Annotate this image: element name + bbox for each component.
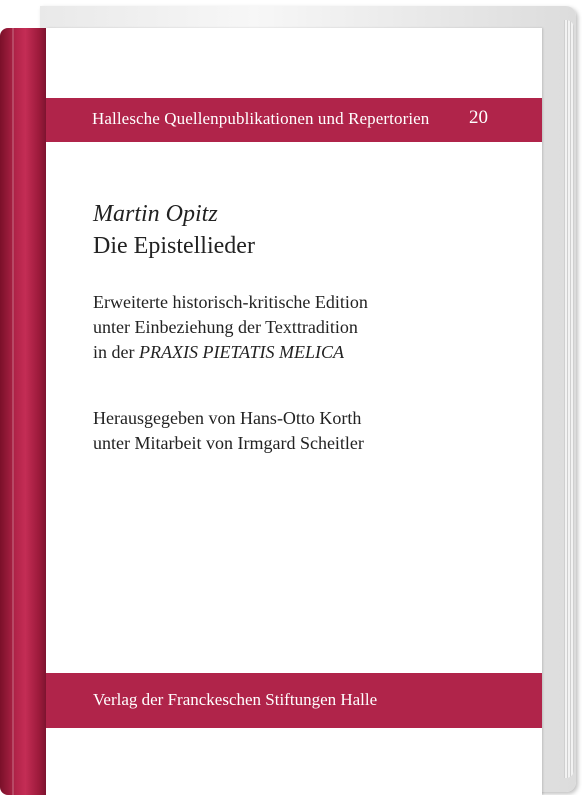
subtitle-line-2: unter Einbeziehung der Texttradition xyxy=(93,317,358,337)
publisher-name: Verlag der Franckeschen Stiftungen Halle xyxy=(93,690,378,709)
series-title: Hallesche Quellenpublikationen und Repertorien xyxy=(92,109,430,128)
book-subtitle xyxy=(93,290,368,365)
book-title: Die Epistellieder xyxy=(93,233,255,259)
volume-number: 20 xyxy=(469,107,488,128)
book-front-cover xyxy=(46,28,542,795)
series-band xyxy=(46,98,542,142)
subtitle-line-3 xyxy=(93,340,368,365)
page-edges xyxy=(564,20,574,778)
book-spine xyxy=(0,28,46,795)
author-name: Martin Opitz xyxy=(93,201,218,227)
publisher-band xyxy=(46,673,542,728)
subtitle-line-3-prefix: in der xyxy=(93,342,139,362)
editor-credits xyxy=(93,406,364,456)
editor-line-1: Herausgegeben von Hans-Otto Korth xyxy=(93,408,362,428)
spine-highlight xyxy=(12,28,14,795)
editor-line-2: unter Mitarbeit von Irmgard Scheitler xyxy=(93,433,364,453)
subtitle-line-3-italic: PRAXIS PIETATIS MELICA xyxy=(138,342,344,362)
subtitle-line-1: Erweiterte historisch-kritische Edition xyxy=(93,292,368,312)
